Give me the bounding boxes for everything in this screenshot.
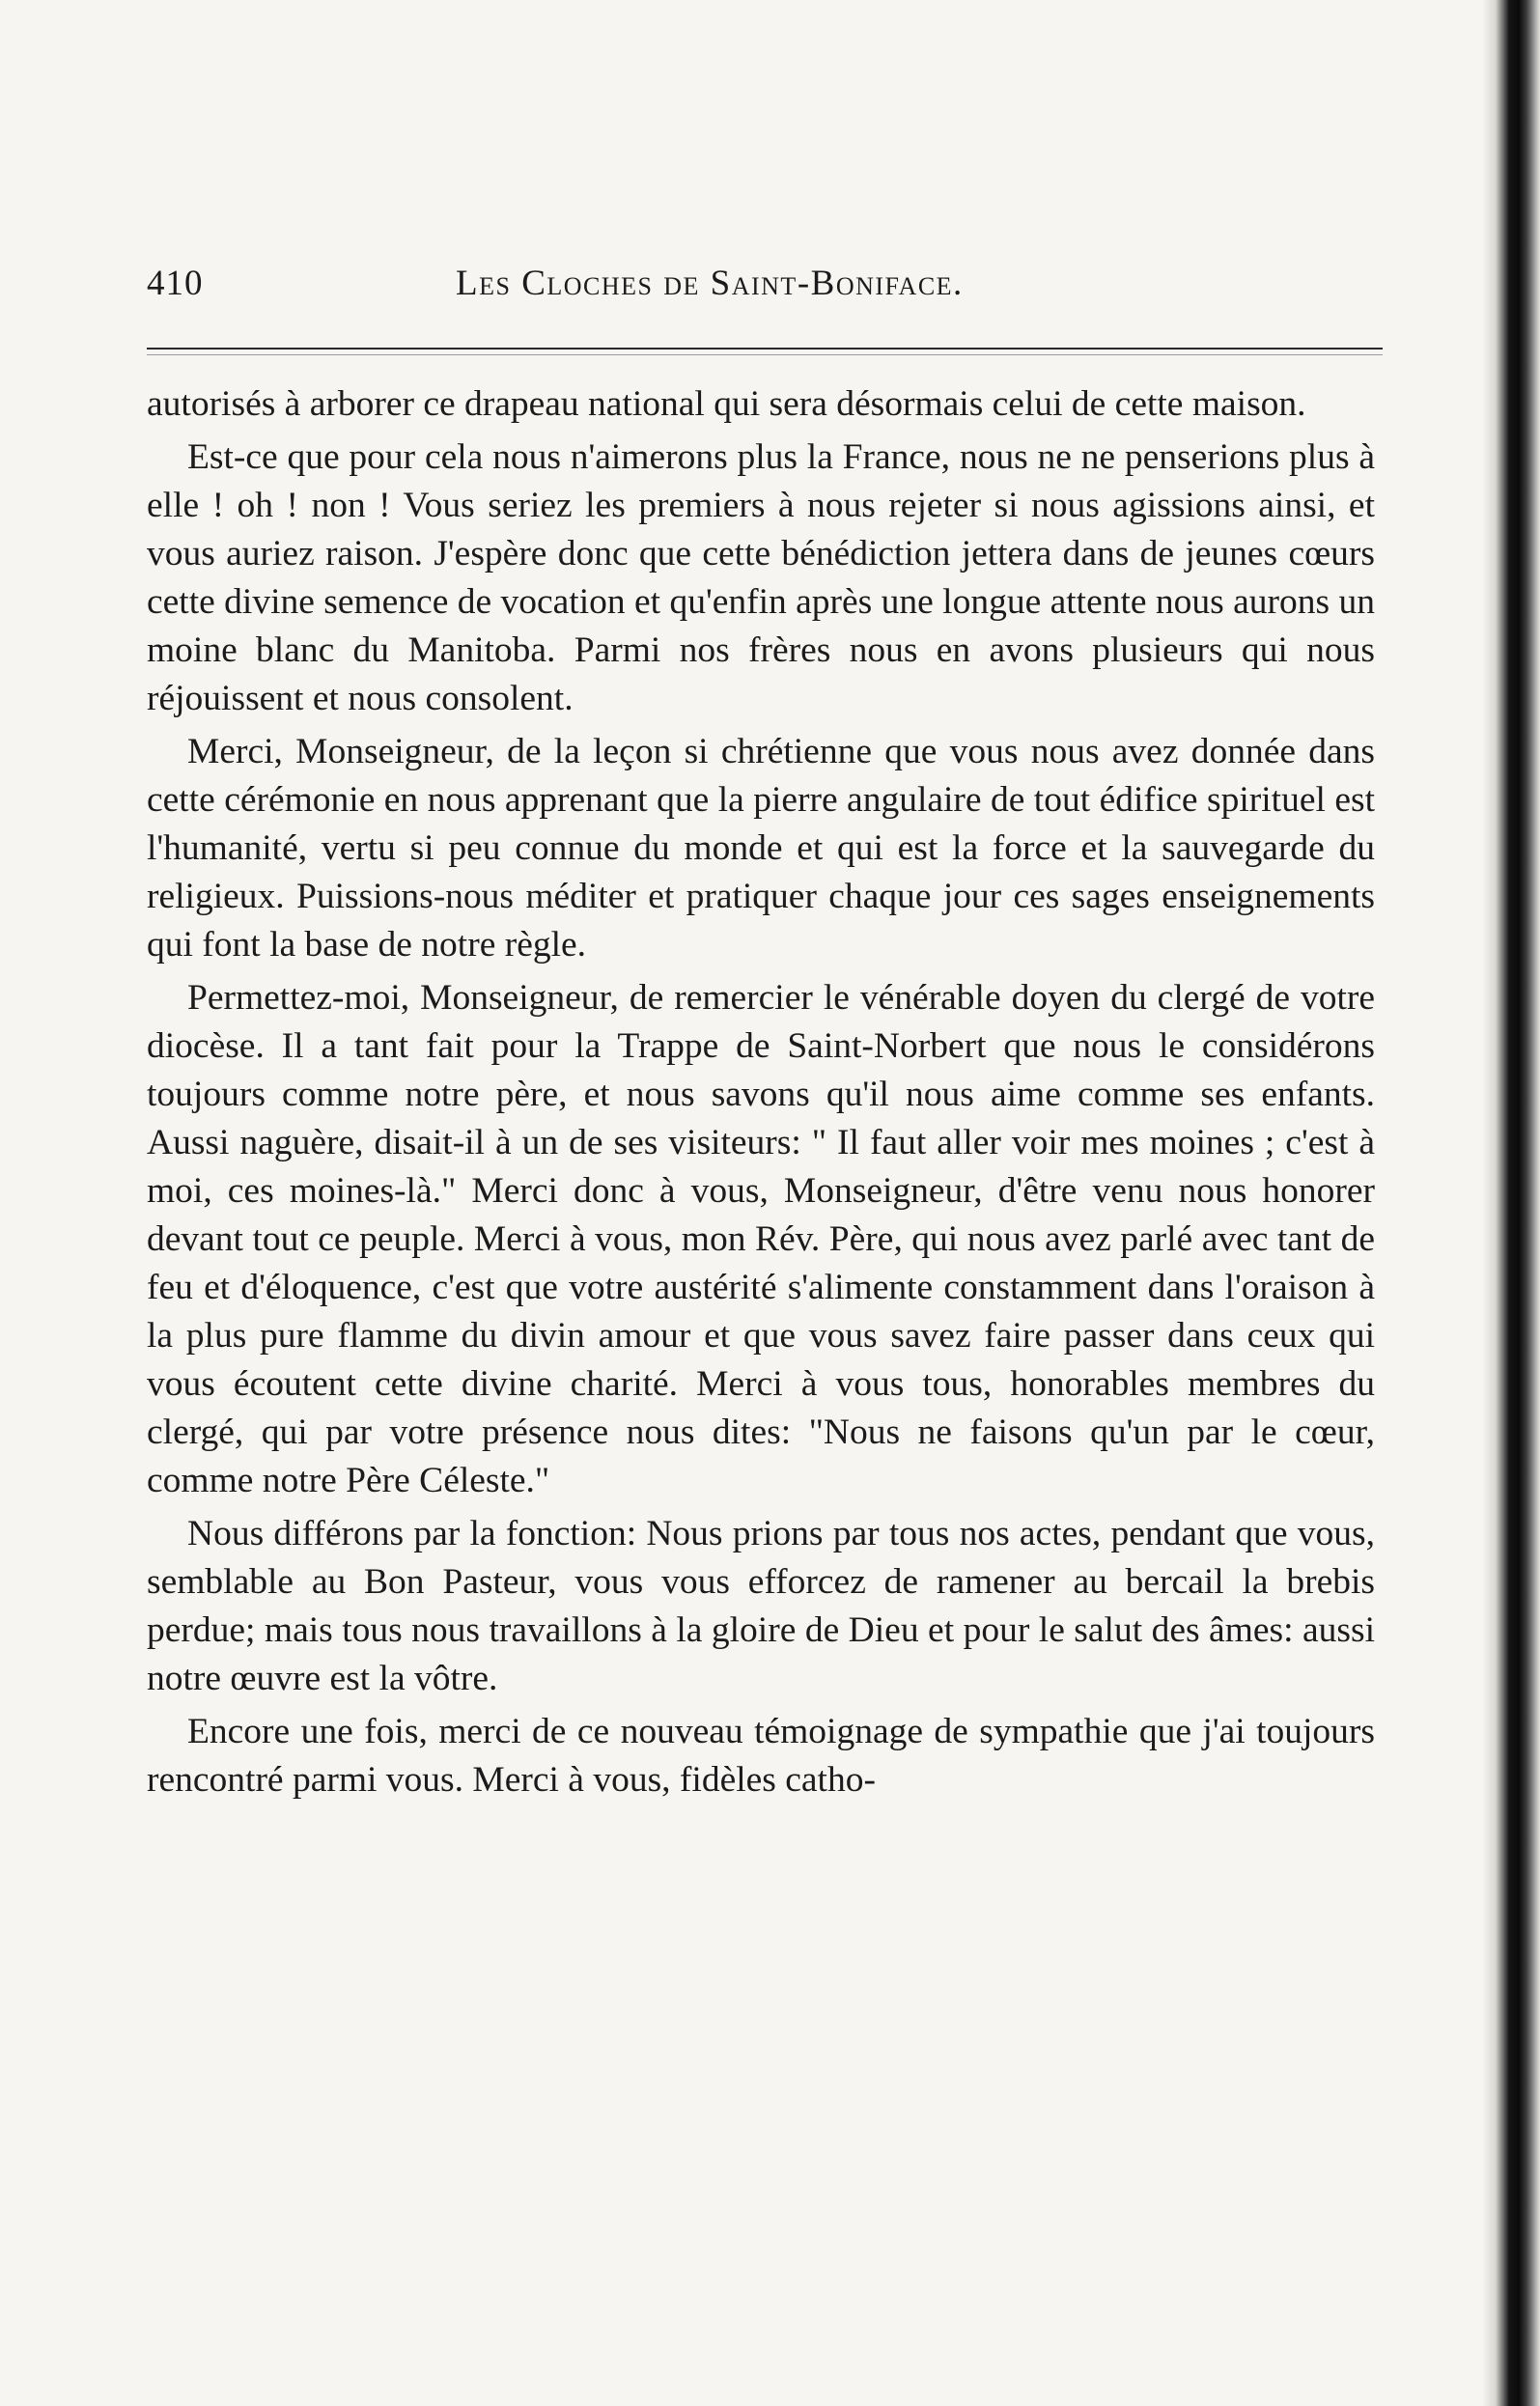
paragraph: Permettez-moi, Monseigneur, de remercier le vénérable doyen du clergé de votre diocèse. Il a tant fait pour la Trappe de Saint-Norbert que nous le considérons toujours comme notre père, et nous savons qu'il nous aime comme ses enfants. Aussi naguère, disait-il à un de ses visiteurs: " Il faut aller voir mes moines ; c'est à moi, ces moines-là." Merci donc à vous, Monseigneur, d'être venu nous honorer devant tout ce peuple. Merci à vous, mon Rév. Père, qui nous avez parlé avec tant de feu et d'éloquence, c'est que votre austérité s'alimente constamment dans l'oraison à la plus pure flamme du divin amour et que vous savez faire passer dans ceux qui vous écoutent cette divine charité. Merci à vous tous, honorables membres du clergé, qui par votre présence nous dites: "Nous ne faisons qu'un par le cœur, comme notre Père Céleste." xyxy=(147,978,1375,1500)
paragraph: Est-ce que pour cela nous n'aimerons plus la France, nous ne ne penserions plus à elle ! oh ! non ! Vous seriez les premiers à nous rejeter si nous agissions ainsi, et vous auriez raison. J'espère donc que cette bénédiction jettera dans de jeunes cœurs cette divine semence de vocation et qu'enfin après une longue attente nous aurons un moine blanc du Manitoba. Parmi nos frères nous en avons plusieurs qui nous réjouissent et nous consolent. xyxy=(147,437,1375,718)
page-number: 410 xyxy=(147,264,204,303)
page-header xyxy=(147,263,1383,321)
paragraph: Nous différons par la fonction: Nous prions par tous nos actes, pendant que vous, semblable au Bon Pasteur, vous vous efforcez de ramener au bercail la brebis perdue; mais tous nous travaillons à la gloire de Dieu et pour le salut des âmes: aussi notre œuvre est la vôtre. xyxy=(147,1514,1375,1698)
header-rule xyxy=(147,348,1383,350)
body-text xyxy=(147,380,1375,1809)
running-title: Les Cloches de Saint-Boniface. xyxy=(456,264,964,303)
book-spine-edge xyxy=(1482,0,1540,2406)
header-rule-shadow xyxy=(147,354,1383,355)
paragraph: Encore une fois, merci de ce nouveau témoignage de sympathie que j'ai toujours rencontré parmi vous. Merci à vous, fidèles catho- xyxy=(147,1712,1375,1800)
paragraph: Merci, Monseigneur, de la leçon si chrétienne que vous nous avez donnée dans cette cérémonie en nous apprenant que la pierre angulaire de tout édifice spirituel est l'humanité, vertu si peu connue du monde et qui est la force et la sauvegarde du religieux. Puissions-nous méditer et pratiquer chaque jour ces sages enseignements qui font la base de notre règle. xyxy=(147,732,1375,965)
paragraph-continued: autorisés à arborer ce drapeau national qui sera désormais celui de cette maison. xyxy=(147,384,1306,424)
